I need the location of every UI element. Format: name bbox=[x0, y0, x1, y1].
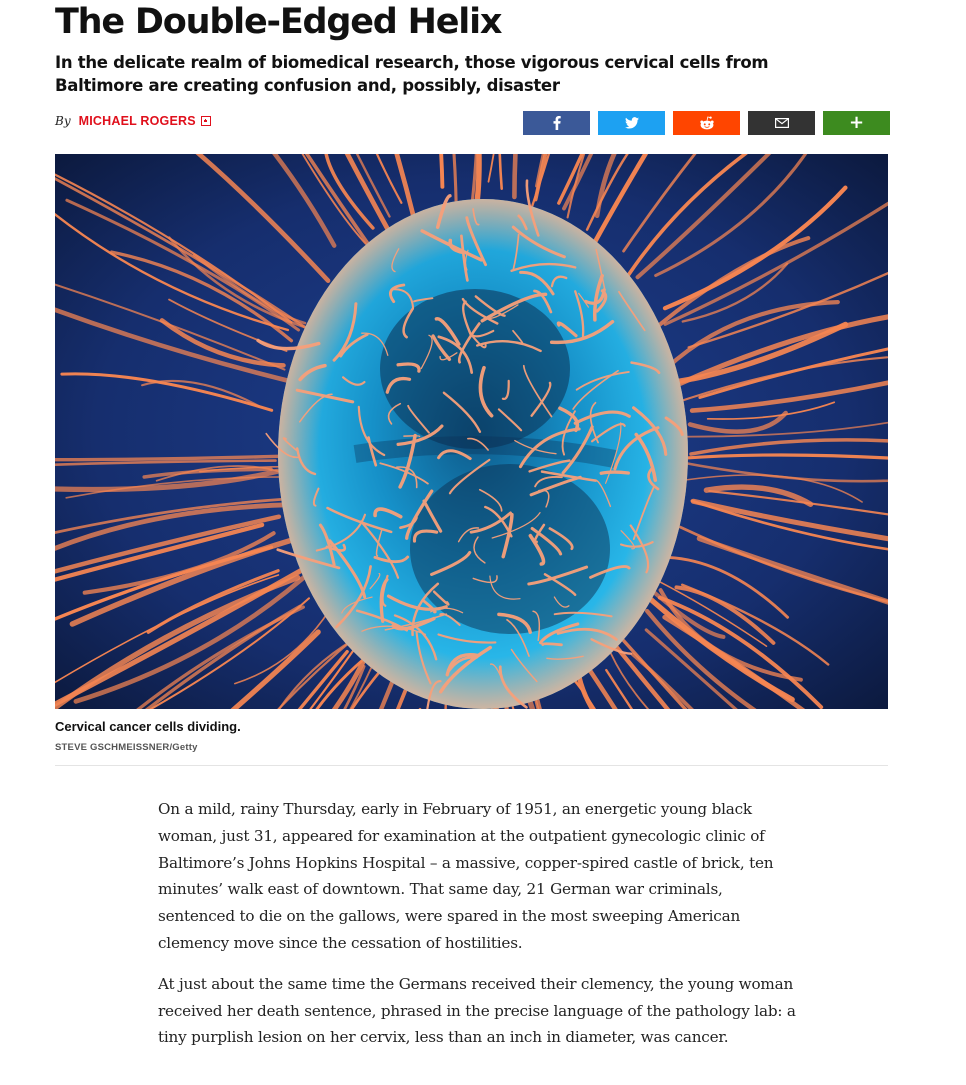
image-credit: STEVE GSCHMEISSNER/Getty bbox=[55, 742, 198, 753]
follow-author-icon[interactable] bbox=[201, 116, 211, 126]
byline bbox=[55, 114, 211, 128]
reddit-icon bbox=[699, 116, 715, 130]
author-link[interactable]: MICHAEL ROGERS bbox=[78, 114, 196, 128]
share-reddit-button[interactable] bbox=[673, 111, 740, 135]
byline-prefix: By bbox=[55, 114, 71, 128]
article-title: The Double-Edged Helix bbox=[55, 2, 502, 42]
facebook-icon bbox=[553, 116, 561, 130]
cell-micrograph-image bbox=[55, 154, 888, 709]
article-body bbox=[158, 796, 798, 1065]
share-bar bbox=[523, 111, 890, 135]
paragraph: At just about the same time the Germans received their clemency, the young woman received her death sentence, phrased in the precise language of the pathology lab: a tiny purplish lesion on her cervix, less than an inch in diameter, was cancer. bbox=[158, 974, 796, 1047]
hero-image bbox=[55, 154, 888, 709]
share-more-button[interactable] bbox=[823, 111, 890, 135]
share-email-button[interactable] bbox=[748, 111, 815, 135]
twitter-icon bbox=[625, 117, 639, 129]
image-caption: Cervical cancer cells dividing. bbox=[55, 719, 241, 734]
share-facebook-button[interactable] bbox=[523, 111, 590, 135]
plus-icon: + bbox=[848, 112, 865, 133]
article-dek: In the delicate realm of biomedical research, those vigorous cervical cells from Baltimore are creating confusion and, possibly, disaster bbox=[55, 53, 769, 95]
mail-icon bbox=[775, 118, 789, 128]
divider bbox=[55, 765, 888, 766]
share-twitter-button[interactable] bbox=[598, 111, 665, 135]
paragraph: On a mild, rainy Thursday, early in February of 1951, an energetic young black woman, just 31, appeared for examination at the outpatient gynecologic clinic of Baltimore’s Johns Hopkins Hospital – a massive, copper-spired castle of brick, ten minutes’ walk east of downtown. That same day, 21 German war criminals, sentenced to die on the gallows, were spared in the most sweeping American clemency move since the cessation of hostilities. bbox=[158, 800, 774, 952]
